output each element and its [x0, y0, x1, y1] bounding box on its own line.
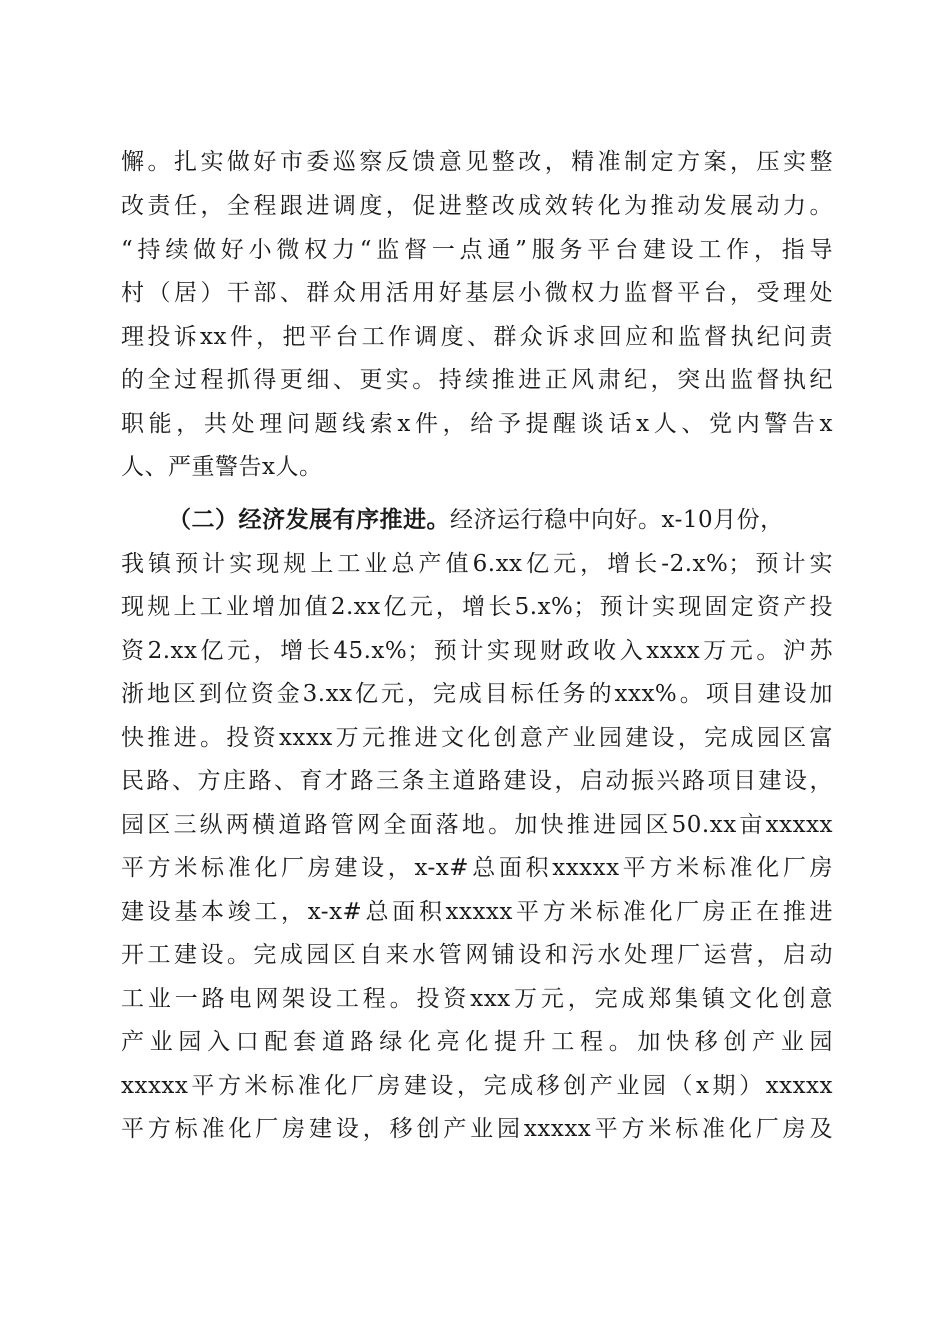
paragraph-1-line-8: 人、严重警告x人。	[121, 454, 323, 480]
paragraph-2-line-11: 开工建设。完成园区自来水管网铺设和污水处理厂运营，启动	[121, 942, 833, 968]
paragraph-2-line-2: 我镇预计实现规上工业总产值6.xx亿元，增长-2.x%；预计实	[121, 551, 833, 577]
paragraph-2-line-7: 民路、方庄路、育才路三条主道路建设，启动振兴路项目建设，	[121, 768, 833, 794]
paragraph-2-line-12: 工业一路电网架设工程。投资xxx万元，完成郑集镇文化创意	[121, 986, 833, 1012]
paragraph-1-line-3: “持续做好小微权力“监督一点通”服务平台建设工作，指导	[121, 237, 833, 263]
paragraph-2-first-line	[168, 500, 833, 540]
paragraph-2-line-4: 资2.xx亿元，增长45.x%；预计实现财政收入xxxx万元。沪苏	[121, 638, 833, 664]
paragraph-2-line-10: 建设基本竣工，x-x#总面积xxxxx平方米标准化厂房正在推进	[121, 899, 833, 925]
paragraph-1-line-1: 懈。扎实做好市委巡察反馈意见整改，精准制定方案，压实整	[121, 149, 833, 175]
paragraph-2-line-3: 现规上工业增加值2.xx亿元，增长5.x%；预计实现固定资产投	[121, 594, 833, 620]
paragraph-2-line-9: 平方米标准化厂房建设，x-x#总面积xxxxx平方米标准化厂房	[121, 855, 833, 881]
paragraph-1-line-6: 的全过程抓得更细、更实。持续推进正风肃纪，突出监督执纪	[121, 367, 833, 393]
paragraph-1-line-5: 理投诉xx件，把平台工作调度、群众诉求回应和监督执纪问责	[121, 324, 833, 350]
paragraph-1-line-2: 改责任，全程跟进调度，促进整改成效转化为推动发展动力。	[121, 193, 833, 219]
paragraph-2-line-8: 园区三纵两横道路管网全面落地。加快推进园区50.xx亩xxxxx	[121, 812, 833, 838]
paragraph-2-line-5: 浙地区到位资金3.xx亿元，完成目标任务的xxx%。项目建设加	[121, 681, 833, 707]
paragraph-1-line-7: 职能，共处理问题线索x件，给予提醒谈话x人、党内警告x	[121, 411, 833, 437]
paragraph-2-line-15: 平方标准化厂房建设，移创产业园xxxxx平方米标准化厂房及	[121, 1116, 833, 1142]
paragraph-2-first-line-text: 经济运行稳中向好。x-10月份，	[450, 507, 784, 533]
section-heading: （二）经济发展有序推进。	[168, 506, 450, 533]
paragraph-2-line-13: 产业园入口配套道路绿化亮化提升工程。加快移创产业园	[121, 1029, 833, 1055]
paragraph-2-line-14: xxxxx平方米标准化厂房建设，完成移创产业园（x期）xxxxx	[121, 1073, 833, 1099]
paragraph-1-line-4: 村（居）干部、群众用活用好基层小微权力监督平台，受理处	[121, 280, 833, 306]
paragraph-2-line-6: 快推进。投资xxxx万元推进文化创意产业园建设，完成园区富	[121, 725, 833, 751]
